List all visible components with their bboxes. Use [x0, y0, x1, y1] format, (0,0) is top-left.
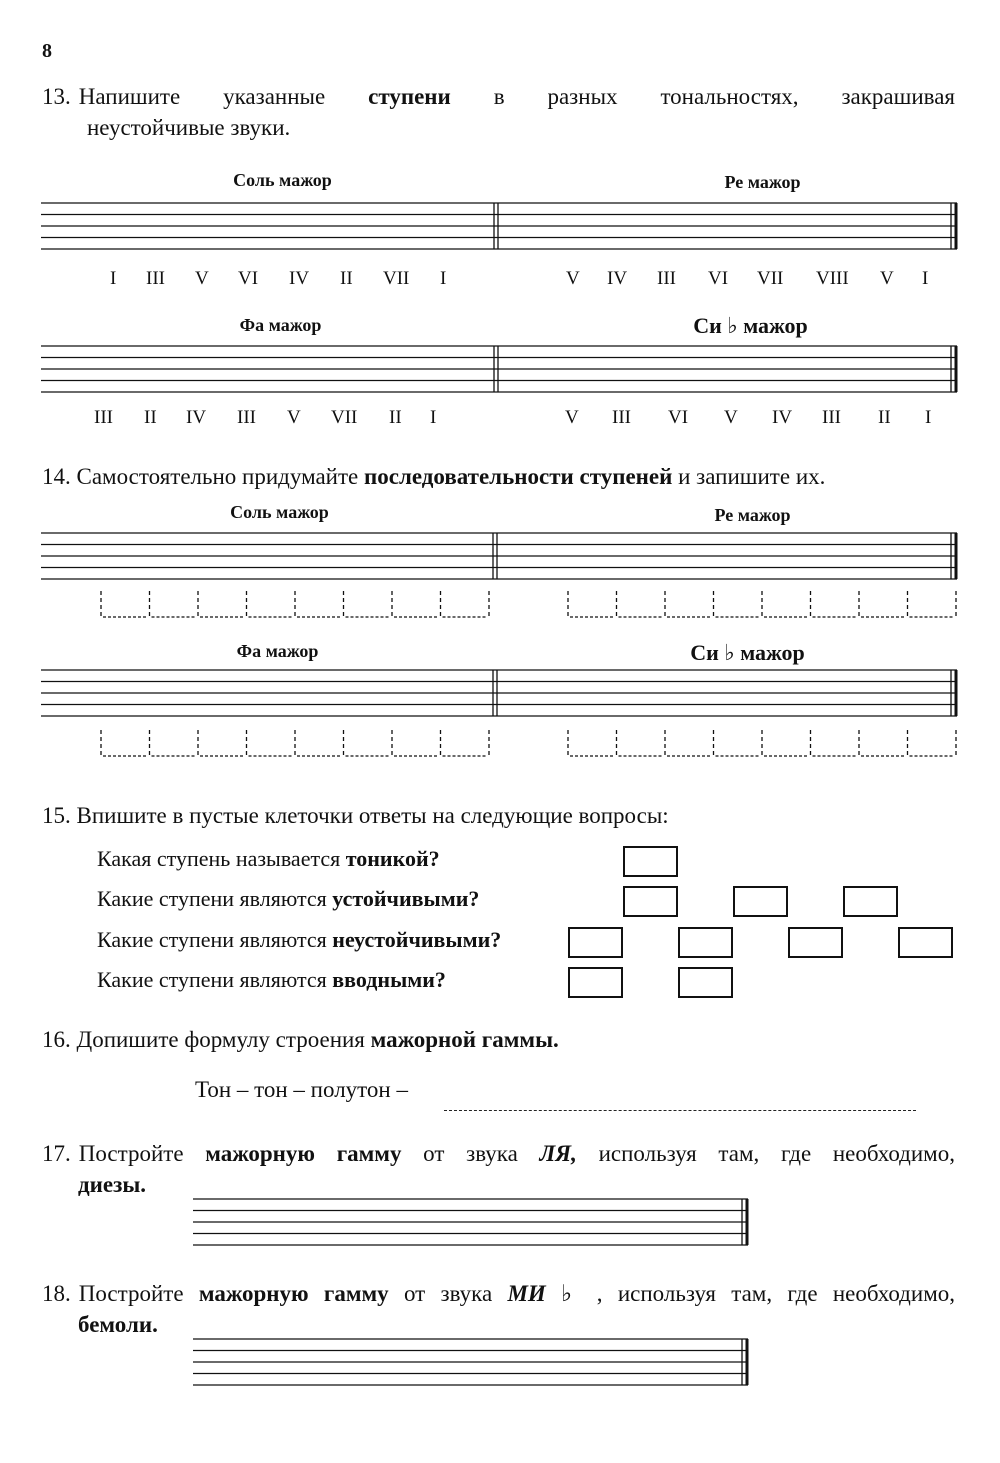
degree: I — [110, 268, 117, 289]
degree: VII — [757, 268, 784, 289]
task-15-question-1: Какая ступень называется тоникой? — [97, 846, 440, 871]
degree: I — [925, 407, 932, 428]
degree: III — [657, 268, 676, 289]
task-14-number: 14. — [42, 464, 71, 489]
task-13-key-bflat-major: Си ♭ мажор — [693, 313, 808, 338]
answer-box-leading-2[interactable] — [678, 967, 733, 998]
task-13-degrees-row-2 — [0, 407, 1000, 433]
degree: V — [195, 268, 209, 289]
task-16-formula: Тон – тон – полутон – — [195, 1077, 408, 1102]
answer-box-stable-2[interactable] — [733, 886, 788, 917]
degree: IV — [289, 268, 310, 289]
degree: VI — [238, 268, 259, 289]
degree: III — [94, 407, 113, 428]
page-number: 8 — [42, 40, 52, 62]
degree: III — [146, 268, 165, 289]
task-16-heading — [42, 1025, 559, 1055]
task-17-line2: диезы. — [78, 1172, 147, 1197]
task-15-question-4: Какие ступени являются вводными? — [97, 967, 446, 992]
task-14-bold: последовательности ступеней — [364, 464, 673, 489]
task-16-bold: мажорной гаммы. — [370, 1027, 559, 1052]
degree: V — [880, 268, 894, 289]
degree: VII — [331, 407, 358, 428]
task-13-line2: неустойчивые звуки. — [87, 115, 291, 140]
answer-box-leading-1[interactable] — [568, 967, 623, 998]
answer-box-stable-3[interactable] — [843, 886, 898, 917]
task-16-answer-line[interactable] — [444, 1110, 916, 1111]
task-14-heading — [42, 462, 825, 492]
degree: V — [565, 407, 579, 428]
degree: IV — [186, 407, 207, 428]
degree: III — [237, 407, 256, 428]
task-14-text-after: и запишите их. — [672, 464, 826, 489]
task-16-text-before: Допишите формулу строения — [76, 1027, 371, 1052]
task-17-number: 17. — [42, 1141, 71, 1166]
task-15-heading — [42, 801, 669, 831]
degree: I — [922, 268, 929, 289]
task-13-bold: ступени — [368, 84, 451, 109]
degree: I — [440, 268, 447, 289]
task-15-number: 15. — [42, 803, 71, 828]
degree: V — [724, 407, 738, 428]
task-13-number: 13. — [42, 84, 71, 109]
task-13-key-g-major: Соль мажор — [233, 170, 332, 190]
task-14-key-bflat-major: Си ♭ мажор — [690, 640, 805, 665]
task-15-question-3: Какие ступени являются неустойчивыми? — [97, 927, 502, 952]
degree: VI — [708, 268, 729, 289]
task-14-key-f-major: Фа мажор — [236, 641, 319, 661]
task-14-key-d-major: Ре мажор — [714, 505, 791, 525]
degree: II — [878, 407, 891, 428]
task-15-text: Впишите в пустые клеточки ответы на следующие вопросы: — [76, 803, 669, 828]
degree: VI — [668, 407, 689, 428]
answer-box-unstable-4[interactable] — [898, 927, 953, 958]
degree: V — [566, 268, 580, 289]
task-16-number: 16. — [42, 1027, 71, 1052]
answer-box-unstable-3[interactable] — [788, 927, 843, 958]
degree: VIII — [816, 268, 849, 289]
degree: II — [340, 268, 353, 289]
degree: II — [144, 407, 157, 428]
task-17-heading: 17. Постройте мажорную гамму от звука ЛЯ, используя там, где необходимо, — [42, 1139, 955, 1169]
answer-box-unstable-2[interactable] — [678, 927, 733, 958]
task-14-text-before: Самостоятельно придумайте — [76, 464, 364, 489]
task-18-line2: бемоли. — [78, 1312, 158, 1337]
answer-box-tonic[interactable] — [623, 846, 678, 877]
task-13-degrees-row-1 — [0, 268, 1000, 294]
degree: II — [389, 407, 402, 428]
degree: III — [822, 407, 841, 428]
task-14-key-g-major: Соль мажор — [230, 502, 329, 522]
task-13-text-before: Напишите указанные — [78, 84, 369, 109]
answer-box-unstable-1[interactable] — [568, 927, 623, 958]
task-15-question-2: Какие ступени являются устойчивыми? — [97, 886, 480, 911]
answer-box-stable-1[interactable] — [623, 886, 678, 917]
degree: VII — [383, 268, 410, 289]
degree: IV — [607, 268, 628, 289]
degree: I — [430, 407, 437, 428]
task-18-number: 18. — [42, 1281, 71, 1306]
task-13-key-d-major: Ре мажор — [724, 172, 801, 192]
degree: III — [612, 407, 631, 428]
task-18-heading: 18. Постройте мажорную гамму от звука МИ ♭ , используя там, где необходимо, — [42, 1279, 955, 1309]
degree: IV — [772, 407, 793, 428]
degree: V — [287, 407, 301, 428]
task-13-text-after: в разных тональностях, закрашивая — [450, 84, 955, 109]
task-13-key-f-major: Фа мажор — [239, 315, 322, 335]
